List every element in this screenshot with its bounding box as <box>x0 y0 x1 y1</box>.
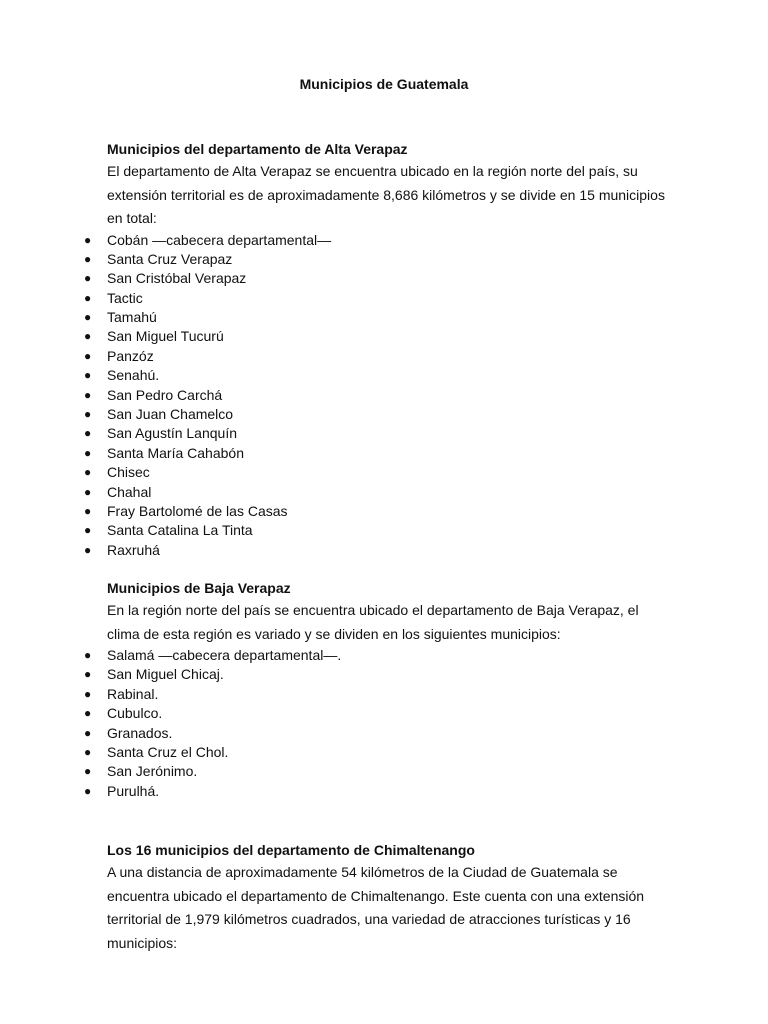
list-item <box>0 308 768 327</box>
bullet-icon: ● <box>84 251 92 266</box>
bullet-icon: ● <box>84 764 92 779</box>
list-item-text: Purulhá. <box>107 782 160 799</box>
list-item <box>0 405 768 424</box>
list-item-text: Cubulco. <box>107 705 163 722</box>
municipality-list <box>0 646 768 801</box>
list-item <box>0 463 768 482</box>
section-paragraph: El departamento de Alta Verapaz se encuentra ubicado en la región norte del país, su extensión territorial es de aproximadamente 8,686 kilómetros y se divide en 15 municipios en total: <box>107 163 665 226</box>
bullet-icon: ● <box>84 744 92 759</box>
bullet-icon: ● <box>84 329 92 344</box>
list-item <box>0 483 768 502</box>
list-item-text: Granados. <box>107 724 173 741</box>
list-item-text: San Cristóbal Verapaz <box>107 270 247 287</box>
section-heading: Los 16 municipios del departamento de Chimaltenango <box>107 842 475 858</box>
list-item-text: Santa Catalina La Tinta <box>107 522 253 539</box>
bullet-icon: ● <box>84 686 92 701</box>
list-item <box>0 424 768 443</box>
list-item <box>0 386 768 405</box>
bullet-icon: ● <box>84 271 92 286</box>
list-item <box>0 743 768 762</box>
bullet-icon: ● <box>84 667 92 682</box>
bullet-icon: ● <box>84 426 92 441</box>
bullet-icon: ● <box>84 445 92 460</box>
bullet-icon: ● <box>84 783 92 798</box>
list-item-text: Rabinal. <box>107 685 159 702</box>
list-item <box>0 762 768 781</box>
list-item <box>0 782 768 801</box>
bullet-icon: ● <box>84 232 92 247</box>
bullet-icon: ● <box>84 706 92 721</box>
list-item <box>0 231 768 250</box>
list-item-text: Tamahú <box>107 309 157 326</box>
list-item-text: San Agustín Lanquín <box>107 425 237 442</box>
section-heading: Municipios de Baja Verapaz <box>107 580 291 596</box>
list-item-text: San Pedro Carchá <box>107 386 223 403</box>
bullet-icon: ● <box>84 484 92 499</box>
list-item <box>0 665 768 684</box>
list-item <box>0 347 768 366</box>
list-item-text: Santa Cruz Verapaz <box>107 250 233 267</box>
bullet-icon: ● <box>84 290 92 305</box>
municipality-list <box>0 231 768 561</box>
list-item <box>0 269 768 288</box>
section-heading: Municipios del departamento de Alta Verapaz <box>107 141 408 157</box>
section-paragraph: En la región norte del país se encuentra ubicado el departamento de Baja Verapaz, el clima de esta región es variado y se dividen en los siguientes municipios: <box>107 602 639 642</box>
bullet-icon: ● <box>84 348 92 363</box>
list-item <box>0 685 768 704</box>
list-item-text: Salamá —cabecera departamental—. <box>107 647 342 663</box>
list-item-text: Santa Cruz el Chol. <box>107 743 229 760</box>
bullet-icon: ● <box>84 368 92 383</box>
bullet-icon: ● <box>84 407 92 422</box>
list-item <box>0 724 768 743</box>
list-item <box>0 250 768 269</box>
section-chimaltenango <box>0 841 768 955</box>
list-item <box>0 521 768 540</box>
list-item-text: Senahú. <box>107 367 160 384</box>
section-alta-verapaz <box>0 140 768 560</box>
bullet-icon: ● <box>84 387 92 402</box>
bullet-icon: ● <box>84 465 92 480</box>
bullet-icon: ● <box>84 725 92 740</box>
list-item-text: Cobán —cabecera departamental— <box>107 231 332 248</box>
list-item <box>0 541 768 560</box>
bullet-icon: ● <box>84 523 92 538</box>
bullet-icon: ● <box>84 310 92 325</box>
list-item-text: Fray Bartolomé de las Casas <box>107 502 288 519</box>
bullet-icon: ● <box>84 648 92 662</box>
section-paragraph: A una distancia de aproximadamente 54 kilómetros de la Ciudad de Guatemala se encuentra ubicado el departamento de Chimaltenango. Este cuenta con una extensión territorial de 1,979 kilómetros cuadrados, una variedad de atracciones turísticas y 16 municipios: <box>107 864 645 951</box>
bullet-icon: ● <box>84 542 92 557</box>
list-item-text: Tactic <box>107 289 143 306</box>
list-item-text: San Miguel Tucurú <box>107 328 224 345</box>
list-item-text: San Juan Chamelco <box>107 406 234 423</box>
list-item <box>0 444 768 463</box>
list-item <box>0 502 768 521</box>
list-item-text: Chahal <box>107 483 152 500</box>
list-item <box>0 366 768 385</box>
list-item <box>0 646 768 665</box>
list-item <box>0 704 768 723</box>
list-item-text: San Miguel Chicaj. <box>107 666 224 683</box>
list-item-text: San Jerónimo. <box>107 763 198 780</box>
list-item-text: Panzóz <box>107 347 154 364</box>
list-item <box>0 327 768 346</box>
list-item-text: Santa María Cahabón <box>107 444 244 461</box>
bullet-icon: ● <box>84 503 92 518</box>
list-item-text: Chisec <box>107 464 150 481</box>
section-baja-verapaz <box>0 579 768 801</box>
document-title: Municipios de Guatemala <box>299 76 469 92</box>
list-item-text: Raxruhá <box>107 541 160 558</box>
list-item <box>0 289 768 308</box>
